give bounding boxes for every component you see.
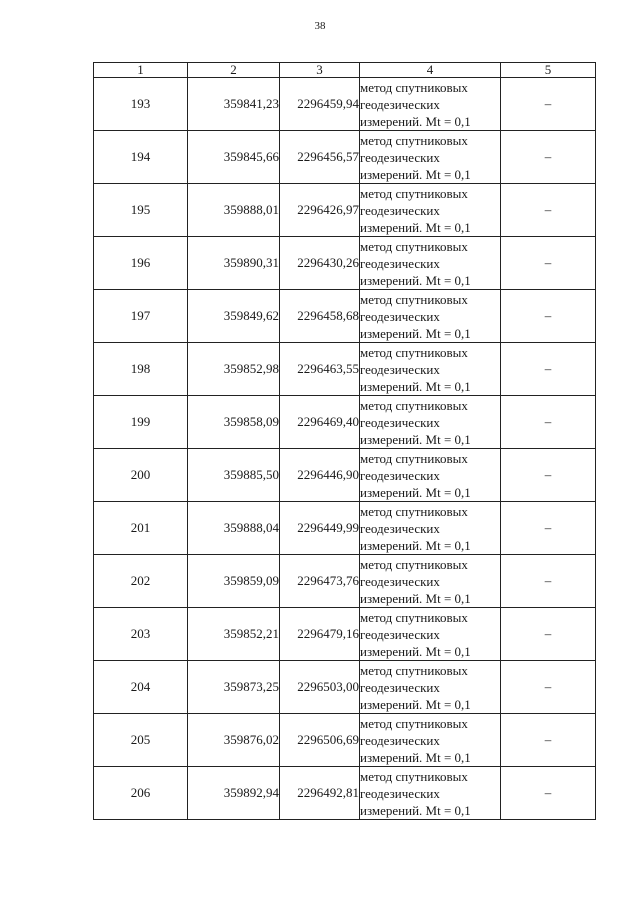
method-line: измерений. Mt = 0,1 [360,325,471,341]
method-line: геодезических [360,308,440,324]
table-row [94,184,596,237]
method-line: метод спутниковых [360,291,468,307]
x-coordinate-cell: 359873,25 [188,661,280,714]
x-coordinate-cell: 359845,66 [188,131,280,184]
point-number-cell: 200 [94,449,188,502]
note-cell: – [501,661,596,714]
method-line: измерений. Mt = 0,1 [360,484,471,500]
method-line: геодезических [360,467,440,483]
y-coordinate-cell: 2296449,99 [280,502,360,555]
method-line: геодезических [360,96,440,112]
method-line: метод спутниковых [360,344,468,360]
table-body [94,78,596,820]
column-header-3: 3 [280,63,360,78]
x-coordinate-cell: 359852,98 [188,343,280,396]
x-coordinate-cell: 359890,31 [188,237,280,290]
method-line: измерений. Mt = 0,1 [360,643,471,659]
column-header-1: 1 [94,63,188,78]
y-coordinate-cell: 2296456,57 [280,131,360,184]
table-row [94,767,596,820]
method-line: метод спутниковых [360,79,468,95]
y-coordinate-cell: 2296463,55 [280,343,360,396]
y-coordinate-cell: 2296458,68 [280,290,360,343]
table-row [94,396,596,449]
page-number: 38 [314,20,326,32]
method-line: измерений. Mt = 0,1 [360,166,471,182]
column-header-4: 4 [360,63,501,78]
method-cell [360,78,501,131]
table-row [94,714,596,767]
note-cell: – [501,502,596,555]
method-line: измерений. Mt = 0,1 [360,749,471,765]
x-coordinate-cell: 359885,50 [188,449,280,502]
note-cell: – [501,555,596,608]
point-number-cell: 202 [94,555,188,608]
point-number-cell: 195 [94,184,188,237]
method-cell [360,555,501,608]
x-coordinate-cell: 359892,94 [188,767,280,820]
method-line: измерений. Mt = 0,1 [360,378,471,394]
method-line: геодезических [360,573,440,589]
note-cell: – [501,343,596,396]
point-number-cell: 203 [94,608,188,661]
method-line: измерений. Mt = 0,1 [360,696,471,712]
note-cell: – [501,608,596,661]
method-line: геодезических [360,785,440,801]
x-coordinate-cell: 359858,09 [188,396,280,449]
method-line: измерений. Mt = 0,1 [360,590,471,606]
note-cell: – [501,290,596,343]
method-line: метод спутниковых [360,715,468,731]
point-number-cell: 197 [94,290,188,343]
note-cell: – [501,131,596,184]
method-line: метод спутниковых [360,238,468,254]
point-number-cell: 204 [94,661,188,714]
x-coordinate-cell: 359849,62 [188,290,280,343]
method-line: геодезических [360,255,440,271]
x-coordinate-cell: 359888,04 [188,502,280,555]
method-line: метод спутниковых [360,503,468,519]
y-coordinate-cell: 2296459,94 [280,78,360,131]
point-number-cell: 206 [94,767,188,820]
method-line: измерений. Mt = 0,1 [360,219,471,235]
y-coordinate-cell: 2296426,97 [280,184,360,237]
note-cell: – [501,767,596,820]
method-cell [360,661,501,714]
method-line: метод спутниковых [360,662,468,678]
method-line: геодезических [360,626,440,642]
y-coordinate-cell: 2296506,69 [280,714,360,767]
method-cell [360,714,501,767]
method-cell [360,502,501,555]
method-line: метод спутниковых [360,768,468,784]
method-cell [360,290,501,343]
x-coordinate-cell: 359859,09 [188,555,280,608]
point-number-cell: 205 [94,714,188,767]
method-line: геодезических [360,149,440,165]
method-line: метод спутниковых [360,397,468,413]
note-cell: – [501,449,596,502]
method-cell [360,396,501,449]
coordinates-table [93,62,596,820]
table-row [94,78,596,131]
point-number-cell: 198 [94,343,188,396]
method-cell [360,608,501,661]
method-line: геодезических [360,202,440,218]
x-coordinate-cell: 359888,01 [188,184,280,237]
method-cell [360,343,501,396]
y-coordinate-cell: 2296469,40 [280,396,360,449]
y-coordinate-cell: 2296446,90 [280,449,360,502]
method-cell [360,131,501,184]
method-line: геодезических [360,361,440,377]
column-header-5: 5 [501,63,596,78]
y-coordinate-cell: 2296430,26 [280,237,360,290]
table-row [94,661,596,714]
y-coordinate-cell: 2296503,00 [280,661,360,714]
y-coordinate-cell: 2296492,81 [280,767,360,820]
method-line: метод спутниковых [360,185,468,201]
method-line: измерений. Mt = 0,1 [360,537,471,553]
x-coordinate-cell: 359876,02 [188,714,280,767]
method-cell [360,449,501,502]
point-number-cell: 196 [94,237,188,290]
table-row [94,608,596,661]
method-cell [360,237,501,290]
table-row [94,131,596,184]
method-line: измерений. Mt = 0,1 [360,431,471,447]
y-coordinate-cell: 2296479,16 [280,608,360,661]
table-row [94,290,596,343]
note-cell: – [501,184,596,237]
point-number-cell: 199 [94,396,188,449]
method-line: геодезических [360,679,440,695]
table-row [94,343,596,396]
table-row [94,555,596,608]
table-row [94,237,596,290]
method-line: измерений. Mt = 0,1 [360,272,471,288]
y-coordinate-cell: 2296473,76 [280,555,360,608]
method-line: измерений. Mt = 0,1 [360,802,471,818]
point-number-cell: 193 [94,78,188,131]
method-line: метод спутниковых [360,556,468,572]
x-coordinate-cell: 359841,23 [188,78,280,131]
method-line: измерений. Mt = 0,1 [360,113,471,129]
method-line: геодезических [360,732,440,748]
note-cell: – [501,237,596,290]
method-cell [360,767,501,820]
column-header-2: 2 [188,63,280,78]
note-cell: – [501,78,596,131]
x-coordinate-cell: 359852,21 [188,608,280,661]
note-cell: – [501,396,596,449]
table-row [94,502,596,555]
method-cell [360,184,501,237]
point-number-cell: 201 [94,502,188,555]
method-line: геодезических [360,414,440,430]
method-line: метод спутниковых [360,132,468,148]
point-number-cell: 194 [94,131,188,184]
method-line: геодезических [360,520,440,536]
table-header-row [94,63,596,78]
method-line: метод спутниковых [360,450,468,466]
table-row [94,449,596,502]
note-cell: – [501,714,596,767]
method-line: метод спутниковых [360,609,468,625]
